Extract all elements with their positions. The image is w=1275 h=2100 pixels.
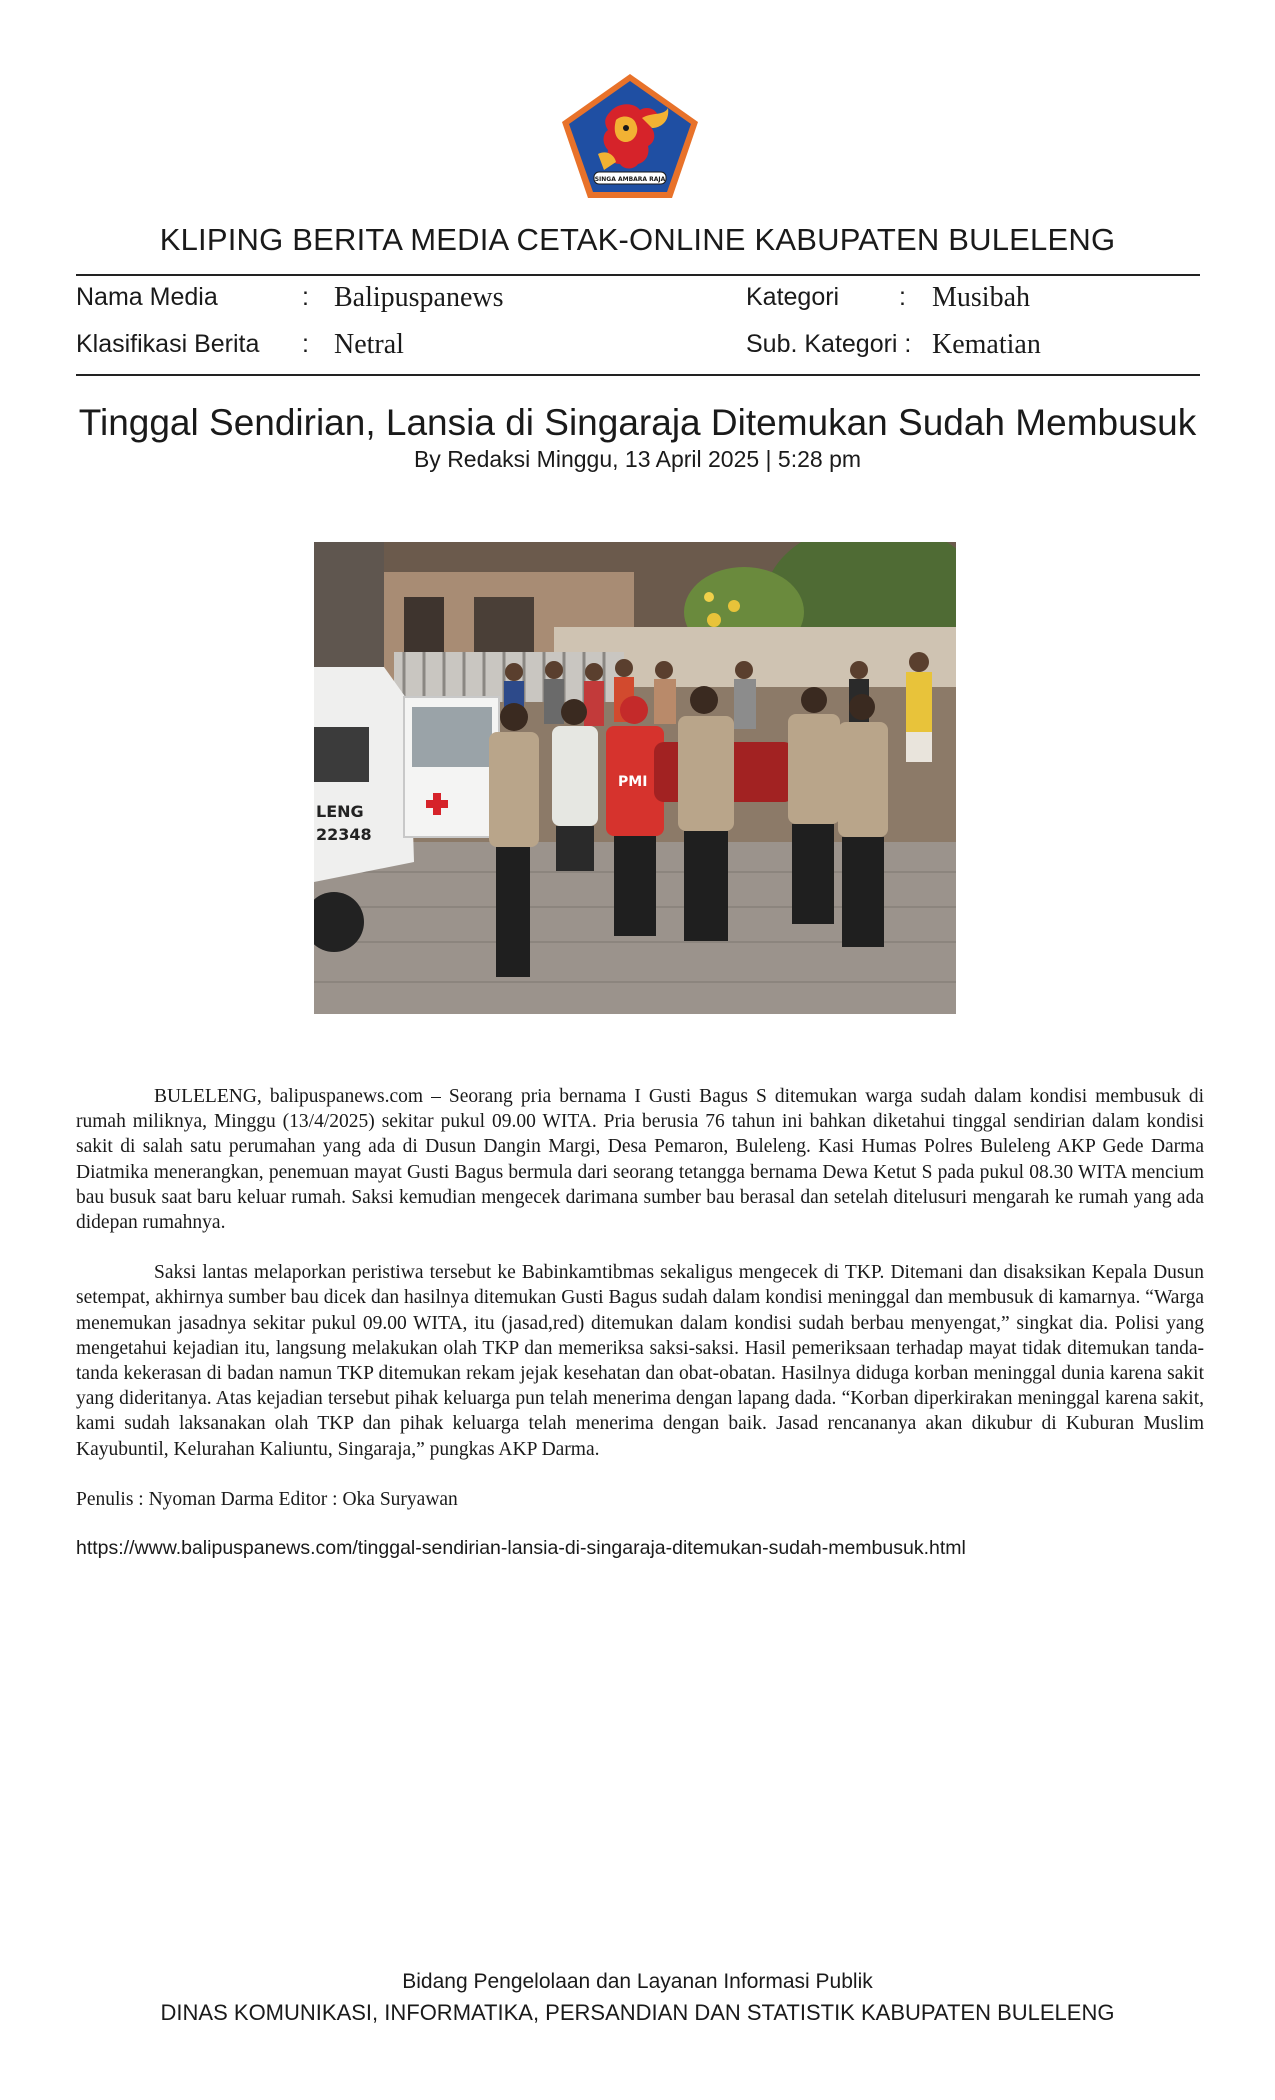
document-title: KLIPING BERITA MEDIA CETAK-ONLINE KABUPATEN BULELENG — [159, 222, 1116, 257]
article-paragraph-1: BULELENG, balipuspanews.com – Seorang pria bernama I Gusti Bagus S ditemukan warga sudah dalam kondisi membusuk di rumah miliknya, Minggu (13/4/2025) sekitar pukul 09.00 WITA. Pria berusia 76 tahun ini bahkan diketahui tinggal sendirian dalam kondisi sakit di salah satu perumahan yang ada di Dusun Dangin Margi, Desa Pemaron, Buleleng. Kasi Humas Polres Buleleng AKP Gede Darma Diatmika menerangkan, penemuan mayat Gusti Bagus bermula dari seorang tetangga bernama Dewa Ketut S pada pukul 08.30 WITA mencium bau busuk saat baru keluar rumah. Saksi kemudian mengecek darimana sumber bau berasal dan setelah ditelusuri mengarah ke rumah yang ada didepan rumahnya. — [76, 1086, 1204, 1234]
article-credits: Penulis : Nyoman Darma Editor : Oka Suryawan — [76, 1488, 458, 1510]
header-rule-bottom — [76, 374, 1200, 376]
pmi-vest-text: PMI — [618, 774, 648, 790]
article-paragraph-2: Saksi lantas melaporkan peristiwa tersebut ke Babinkamtibmas sekaligus mengecek di TKP. Ditemani dan disaksikan Kepala Dusun setempat, akhirnya sumber bau dicek dan hasilnya ditemukan Gusti Bagus sudah dalam kondisi meninggal dan membusuk di kamarnya. “Warga menemukan jasadnya sekitar pukul 09.00 WITA, itu (jasad,red) ditemukan dalam kondisi sudah berbau menyengat,” singkat dia. Polisi yang mengetahui kejadian itu, langsung melakukan olah TKP dan memeriksa saksi-saksi. Hasil pemeriksaan terhadap mayat tidak ditemukan tanda-tanda kekerasan di badan namun TKP ditemukan rekam jejak kesehatan dan obat-obatan. Hasilnya diduga korban meninggal dunia karena sakit yang dideritanya. Atas kejadian tersebut pihak keluarga pun telah menerima dengan lapang dada. “Korban diperkirakan meninggal karena sakit, kami sudah laksanakan olah TKP dan pihak keluarga telah menerima dengan baik. Jasad rencananya akan dikubur di Kuburan Muslim Kayubuntil, Kelurahan Kaliuntu, Singaraja,” pungkas AKP Darma. — [76, 1262, 1204, 1460]
meta-row-klasifikasi — [76, 330, 1200, 370]
article-source-url: https://www.balipuspanews.com/tinggal-sendirian-lansia-di-singaraja-ditemukan-sudah-membusuk.html — [76, 1537, 966, 1559]
buleleng-regency-logo — [560, 72, 700, 202]
klasifikasi-value: Netral — [334, 329, 404, 360]
subkategori-label: Sub. Kategori : — [746, 330, 912, 358]
subkategori-value: Kematian — [932, 329, 1041, 360]
ambulance-text-1: LENG — [316, 802, 364, 821]
logo-motto: SINGA AMBARA RAJA — [594, 176, 666, 183]
ambulance-text-2: 22348 — [316, 825, 372, 844]
kategori-value: Musibah — [932, 282, 1030, 313]
article-byline: By Redaksi Minggu, 13 April 2025 | 5:28 pm — [413, 446, 862, 472]
footer-agency: DINAS KOMUNIKASI, INFORMATIKA, PERSANDIAN DAN STATISTIK KABUPATEN BULELENG — [160, 2000, 1115, 2025]
meta-row-media — [76, 283, 1200, 323]
article-photo — [314, 542, 956, 1014]
media-colon: : — [302, 283, 309, 311]
article-headline: Tinggal Sendirian, Lansia di Singaraja Ditemukan Sudah Membusuk — [78, 402, 1197, 443]
klasifikasi-colon: : — [302, 330, 309, 358]
article-body — [76, 1084, 1204, 1537]
footer-division: Bidang Pengelolaan dan Layanan Informasi Publik — [402, 1970, 873, 1993]
klasifikasi-label: Klasifikasi Berita — [76, 330, 260, 358]
media-value: Balipuspanews — [334, 282, 504, 313]
media-label: Nama Media — [76, 283, 218, 311]
header-rule-top — [76, 274, 1200, 276]
kategori-label: Kategori — [746, 283, 840, 311]
kategori-colon: : — [899, 283, 906, 311]
